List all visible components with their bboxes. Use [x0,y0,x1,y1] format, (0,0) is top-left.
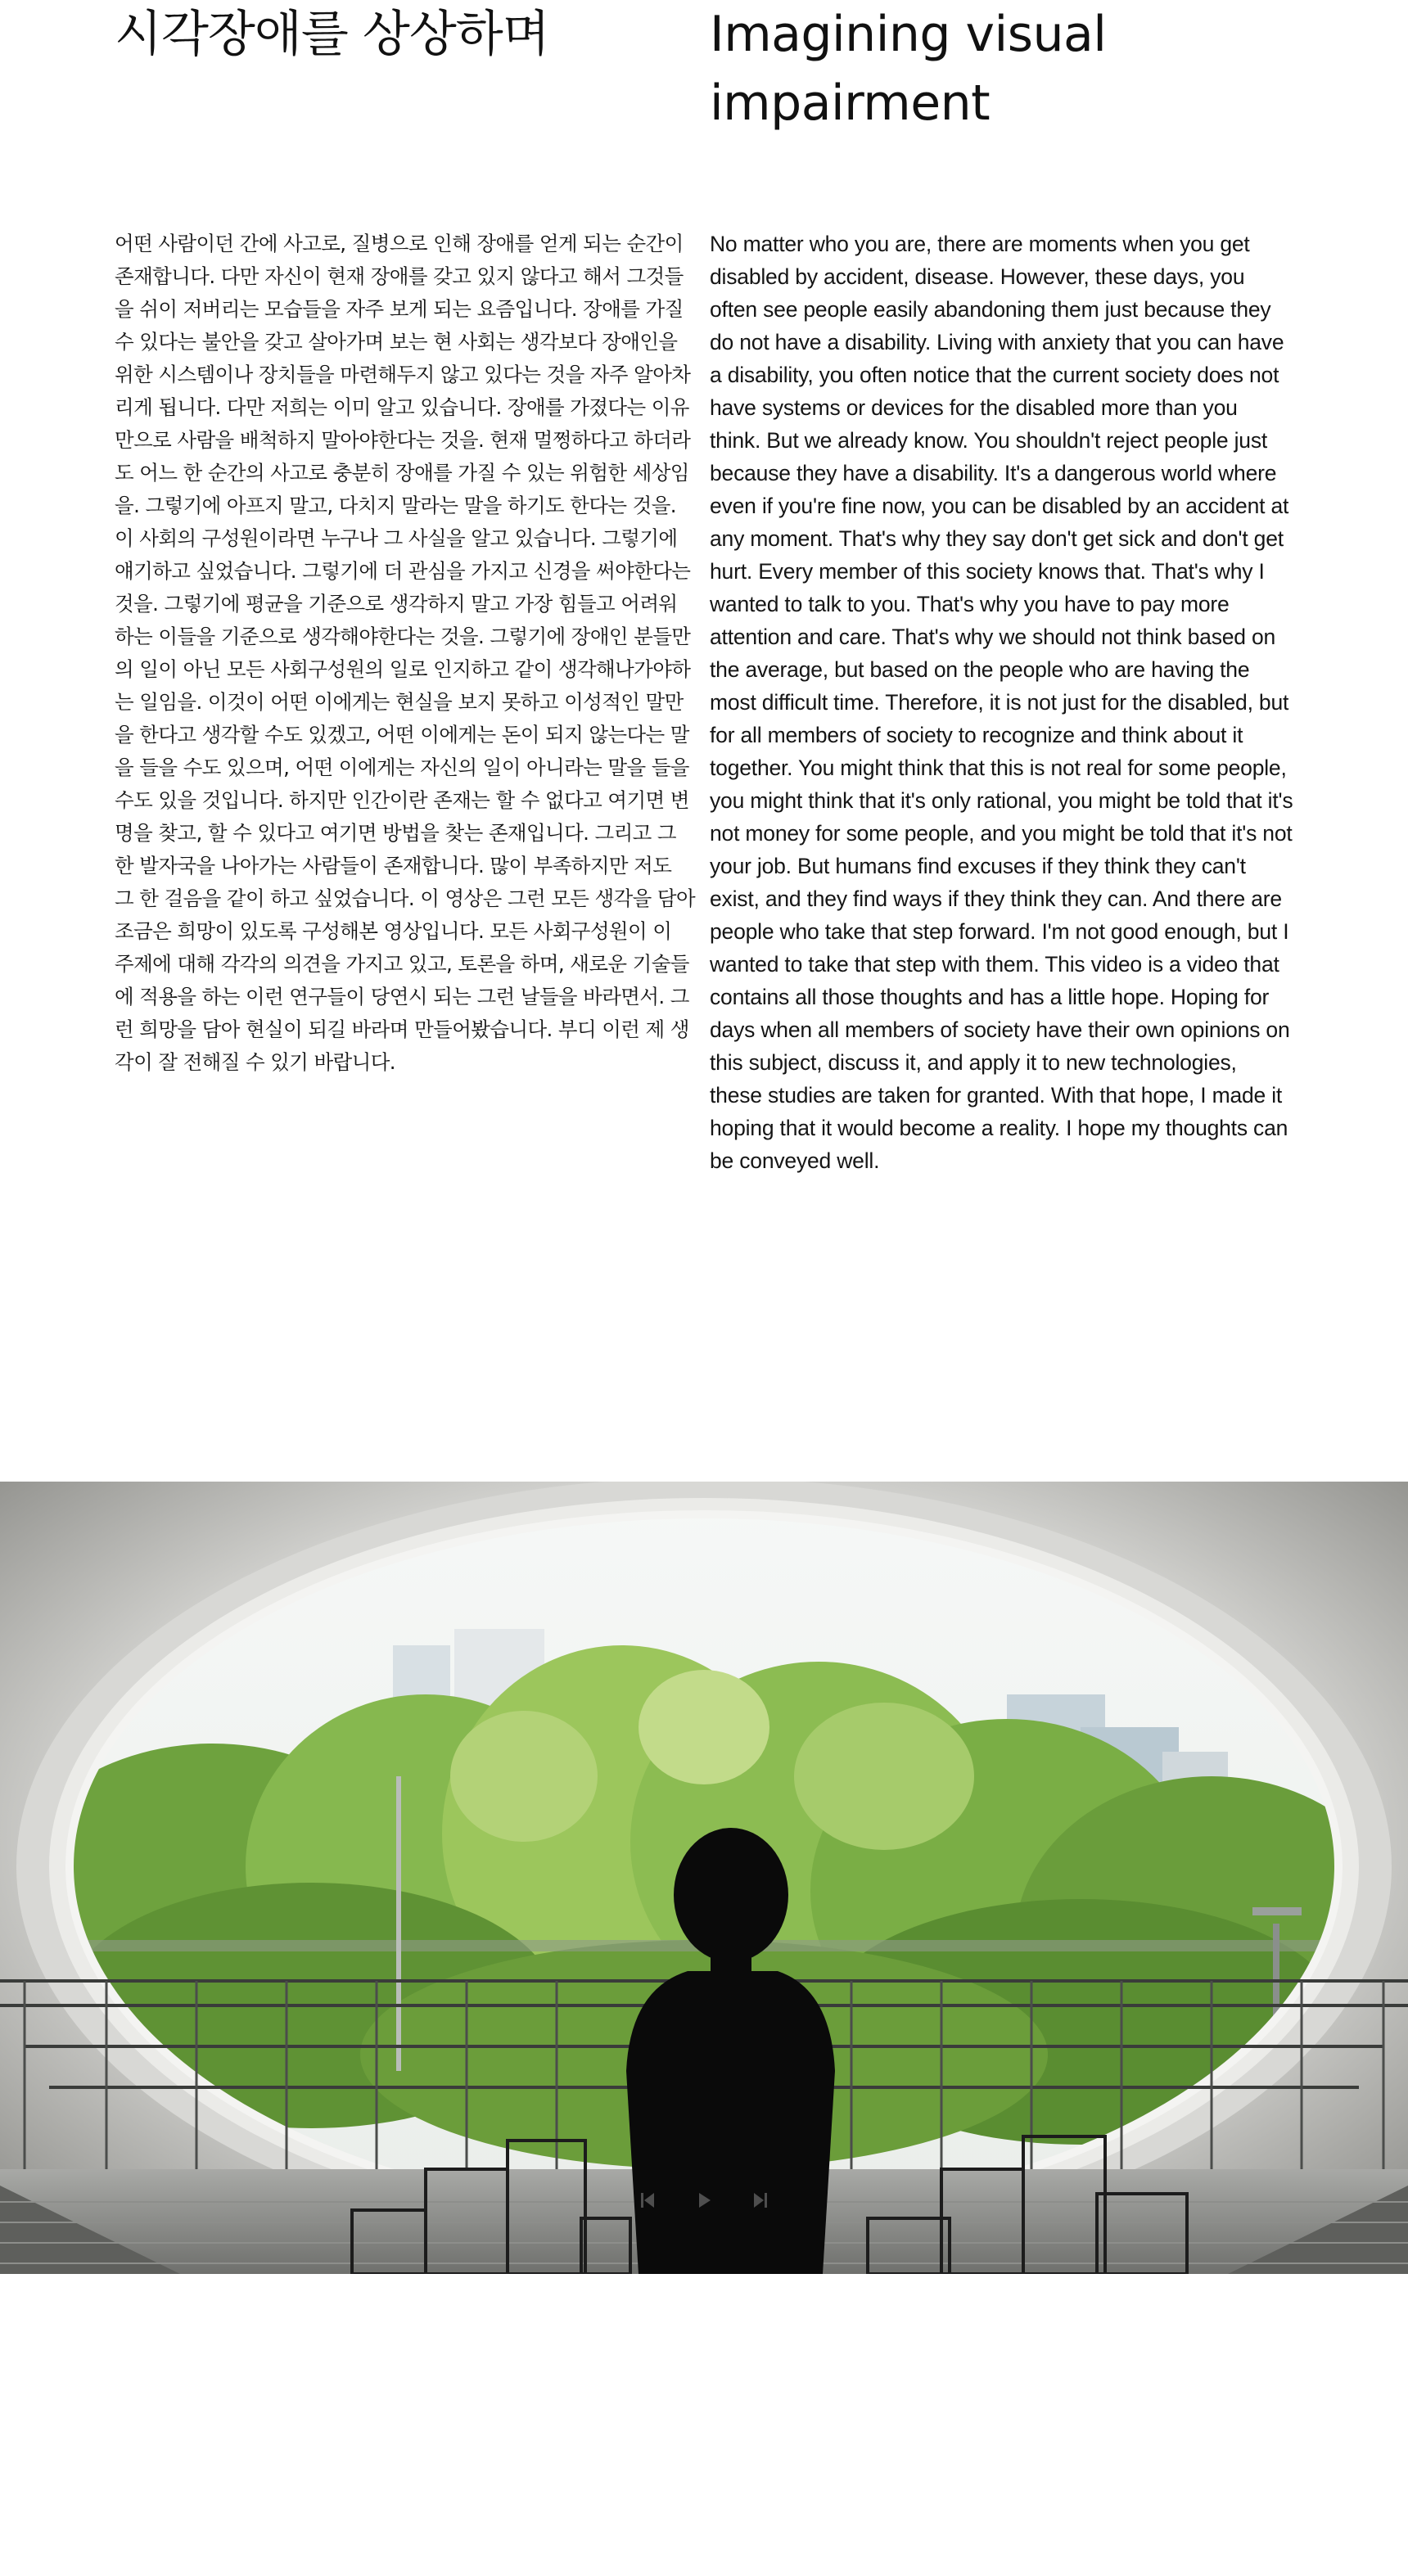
previous-icon[interactable] [635,2187,661,2213]
korean-title: 시각장애를 상상하며 [115,6,549,63]
english-column [710,0,1293,1173]
korean-body-text: 어떤 사람이던 간에 사고로, 질병으로 인해 장애를 얻게 되는 순간이 존재합니다. 다만 자신이 현재 장애를 갖고 있지 않다고 해서 그것들을 쉬이 저버리는 모습들을 자주 보게 되는 요즘입니다. 장애를 가질수 있다는 불안을 갖고 살아가며 보는 현 사회는 생각보다 장애인을 위한 시스템이나 장치들을 마련해두지 않고 있다는 것을 자주 알아차리게 됩니다. 다만 저희는 이미 알고 있습니다. 장애를 가졌다는 이유만으로 사람을 배척하지 말아야한다는 것을. 현재 멀쩡하다고 하더라도 어느 한 순간의 사고로 충분히 장애를 가질 수 있는 위험한 세상임을. 그렇기에 아프지 말고, 다치지 말라는 말을 하기도 한다는 것을. 이 사회의 구성원이라면 누구나 그 사실을 알고 있습니다. 그렇기에 얘기하고 싶었습니다. 그렇기에 더 관심을 가지고 신경을 써야한다는 것을. 그렇기에 평균을 기준으로 생각하지 말고 가장 힘들고 어려워하는 이들을 기준으로 생각해야한다는 것을. 그렇기에 장애인 분들만의 일이 아닌 모든 사회구성원의 일로 인지하고 같이 생각해나가야하는 일임을. 이것이 어떤 이에게는 현실을 보지 못하고 이성적인 말만을 한다고 생각할 수도 있겠고, 어떤 이에게는 돈이 되지 않는다는 말을 들을 수도 있으며, 어떤 이에게는 자신의 일이 아니라는 말을 들을 수도 있을 것입니다. 하지만 인간이란 존재는 할 수 없다고 여기면 변명을 찾고, 할 수 있다고 여기면 방법을 찾는 존재입니다. 그리고 그 한 발자국을 나아가는 사람들이 존재합니다. 많이 부족하지만 저도 그 한 걸음을 같이 하고 싶었습니다. 이 영상은 그런 모든 생각을 담아 조금은 희망이 있도록 구성해본 영상입니다. 모든 사회구성원이 이 주제에 대해 각각의 의견을 가지고 있고, 토론을 하며, 새로운 기술들에 적용을 하는 이런 연구들이 당연시 되는 그런 날들을 바라면서. 그런 희망을 담아 현실이 되길 바라며 만들어봤습니다. 부디 이런 제 생각이 잘 전해질 수 있기 바랍니다. [115,232,696,1074]
video-controls [0,2176,1408,2225]
next-icon[interactable] [747,2187,773,2213]
korean-column [115,0,696,1074]
play-icon[interactable] [691,2187,717,2213]
english-title: Imagining visual impairment [710,6,1107,132]
video-frame [0,1482,1408,2274]
video-player[interactable] [0,1482,1408,2274]
english-body-text: No matter who you are, there are moments when you get disabled by accident, disease. However, these days, you often see people easily abandoning them just because they do not have a disability. Living with anxiety that you can have a disability, you often notice that the current society does not have systems or devices for the disabled more than you think. But we already know. You shouldn't reject people just because they have a disability. It's a dangerous world where even if you're fine now, you can be disabled by an accident at any moment. That's why they say don't get sick and don't get hurt. Every member of this society knows that. That's why I wanted to talk to you. That's why you have to pay more attention and care. That's why we should not think based on the average, but based on the people who are having the most difficult time. Therefore, it is not just for the disabled, but for all members of society to recognize and think about it together. You might think that this is not real for some people, you might think that it's only rational, you might be told that it's not money for some people, and you might be told that it's not your job. But humans find excuses if they think they can't exist, and they find ways if they think they can. And there are people who take that step forward. I'm not good enough, but I wanted to take that step with them. This video is a video that contains all those thoughts and has a little hope. Hoping for days when all members of society have their own opinions on this subject, discuss it, and apply it to new technologies, these studies are taken for granted. With that hope, I made it hoping that it would become a reality. I hope my thoughts can be conveyed well. [710,232,1293,1173]
